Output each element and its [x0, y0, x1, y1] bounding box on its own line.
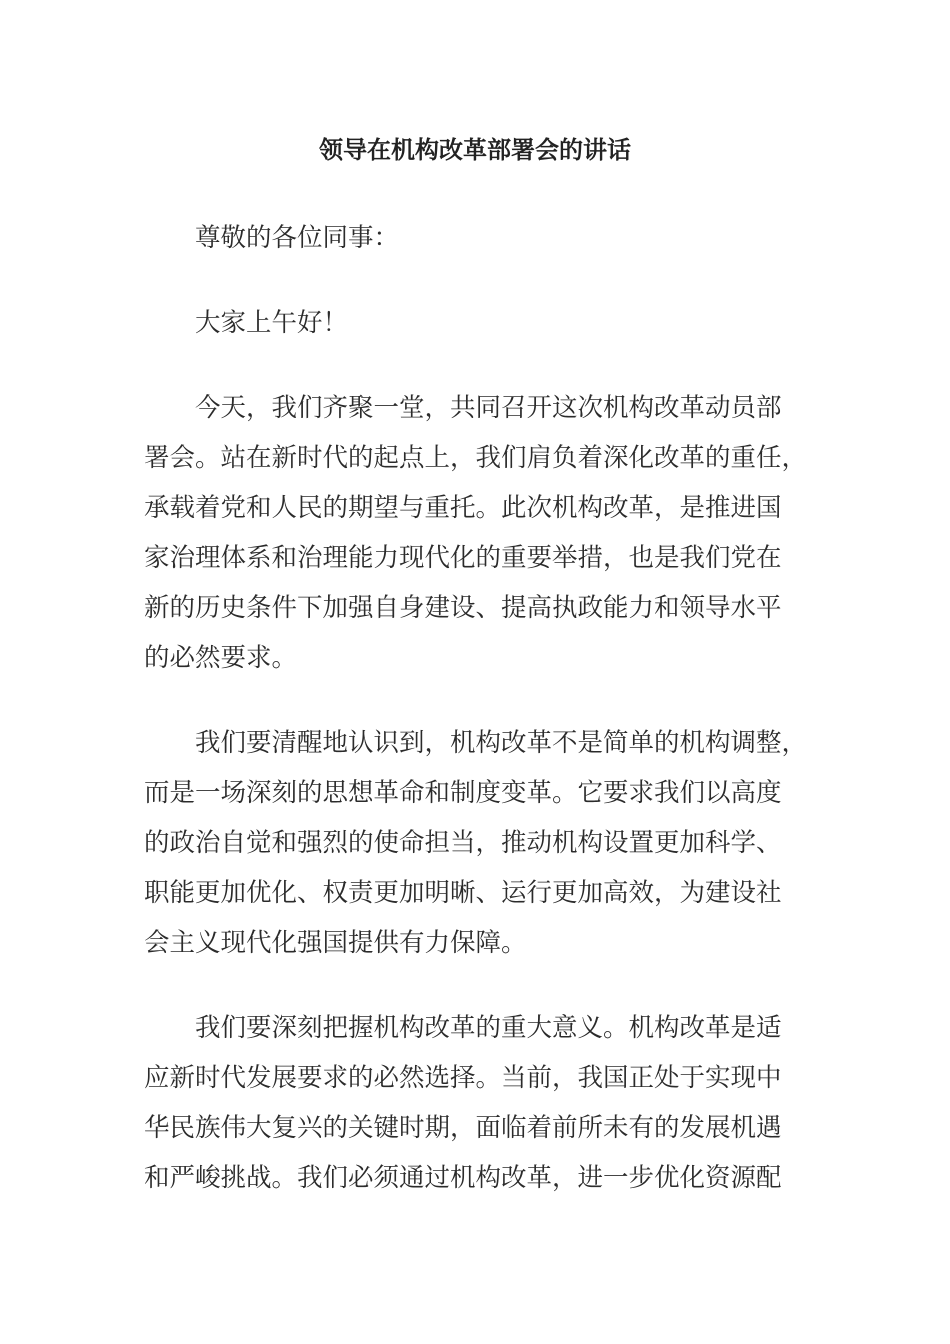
greeting-text: 大家上午好！ — [195, 308, 349, 338]
paragraph-1 — [144, 383, 814, 683]
paragraph-line: 华民族伟大复兴的关键时期，面临着前所未有的发展机遇 — [144, 1113, 782, 1143]
paragraph-2 — [144, 718, 814, 968]
salutation-text: 尊敬的各位同事： — [195, 223, 400, 253]
paragraph-line: 职能更加优化、权责更加明晰、运行更加高效，为建设社 — [144, 878, 782, 908]
paragraph-line: 我们要深刻把握机构改革的重大意义。机构改革是适 — [195, 1013, 782, 1043]
paragraph-line: 署会。站在新时代的起点上，我们肩负着深化改革的重任， — [144, 443, 808, 473]
paragraph-line: 的必然要求。 — [144, 643, 298, 673]
paragraph-line: 会主义现代化强国提供有力保障。 — [144, 928, 527, 958]
paragraph-line: 今天，我们齐聚一堂，共同召开这次机构改革动员部 — [195, 393, 782, 423]
paragraph-line: 的政治自觉和强烈的使命担当，推动机构设置更加科学、 — [144, 828, 782, 858]
paragraph-line: 应新时代发展要求的必然选择。当前，我国正处于实现中 — [144, 1063, 782, 1093]
paragraph-line: 而是一场深刻的思想革命和制度变革。它要求我们以高度 — [144, 778, 782, 808]
greeting — [144, 298, 814, 348]
salutation — [144, 213, 814, 263]
paragraph-line: 和严峻挑战。我们必须通过机构改革，进一步优化资源配 — [144, 1163, 782, 1193]
document-title: 领导在机构改革部署会的讲话 — [319, 136, 631, 164]
paragraph-line: 承载着党和人民的期望与重托。此次机构改革，是推进国 — [144, 493, 782, 523]
paragraph-line: 家治理体系和治理能力现代化的重要举措，也是我们党在 — [144, 543, 782, 573]
paragraph-line: 我们要清醒地认识到，机构改革不是简单的机构调整， — [195, 728, 808, 758]
paragraph-3 — [144, 1003, 814, 1203]
paragraph-line: 新的历史条件下加强自身建设、提高执政能力和领导水平 — [144, 593, 782, 623]
